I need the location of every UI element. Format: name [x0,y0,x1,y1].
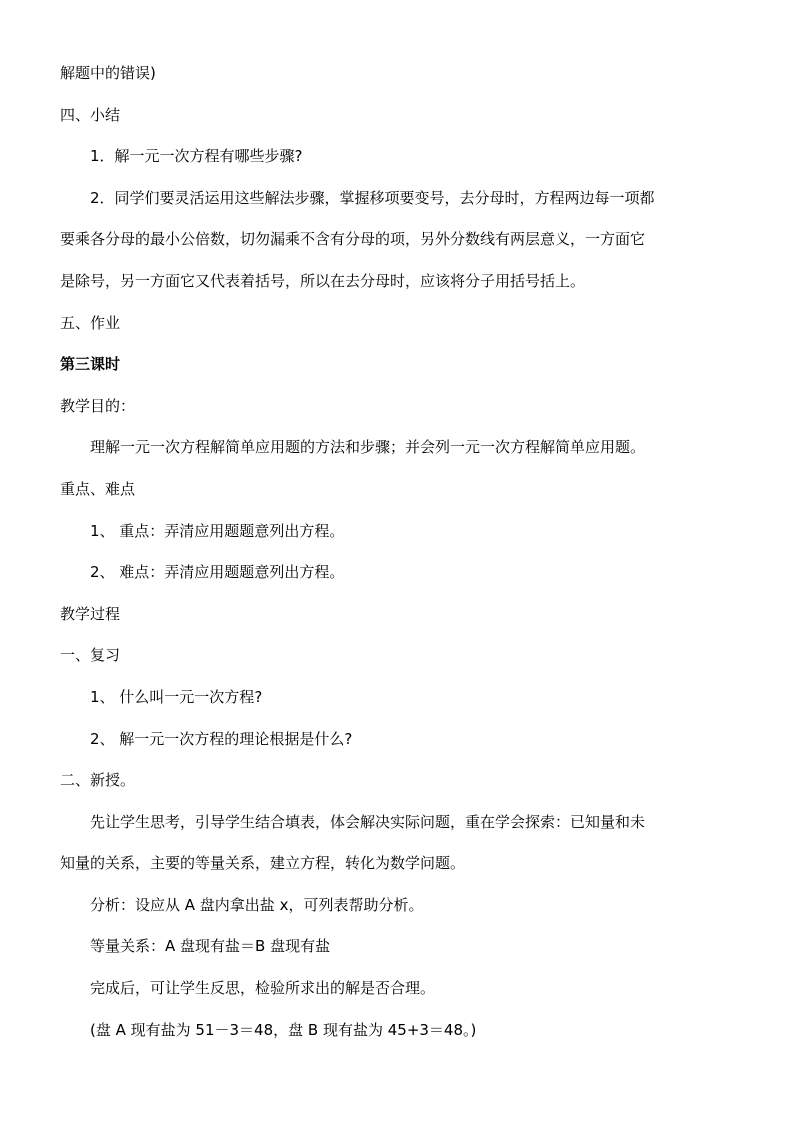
text-line: 是除号，另一方面它又代表着括号，所以在去分母时，应该将分子用括号括上。 [60,271,586,290]
text-line: 理解一元一次方程解简单应用题的方法和步骤；并会列一元一次方程解简单应用题。 [90,438,646,457]
text-line: (盘 A 现有盐为 51－3＝48，盘 B 现有盐为 45+3＝48。) [90,1020,477,1039]
text-line: 1．解一元一次方程有哪些步骤? [90,147,303,166]
text-line: 四、小结 [60,105,121,124]
text-line: 要乘各分母的最小公倍数，切勿漏乘不含有分母的项，另外分数线有两层意义，一方面它 [60,230,646,249]
text-line: 五、作业 [60,313,121,332]
text-line: 重点、难点 [60,479,136,498]
text-line: 教学过程 [60,604,121,623]
text-line: 完成后，可让学生反思，检验所求出的解是否合理。 [90,979,436,998]
text-line: 2．同学们要灵活运用这些解法步骤，掌握移项要变号，去分母时，方程两边每一项都 [90,188,655,207]
text-line: 知量的关系，主要的等量关系，建立方程，转化为数学问题。 [60,854,466,873]
text-line: 等量关系：A 盘现有盐＝B 盘现有盐 [90,937,331,956]
text-line: 2、 难点：弄清应用题题意列出方程。 [90,563,345,582]
text-line: 解题中的错误) [60,64,156,82]
text-line: 二、新授。 [60,771,136,790]
text-line: 1、 重点：弄清应用题题意列出方程。 [90,521,345,540]
text-line: 教学目的： [60,396,136,415]
text-line: 2、 解一元一次方程的理论根据是什么? [90,729,353,748]
text-line: 一、复习 [60,646,121,665]
document-body [60,62,740,1060]
text-line: 1、 什么叫一元一次方程? [90,687,263,706]
text-line: 分析：设应从 A 盘内拿出盐 x，可列表帮助分析。 [90,895,424,914]
text-line: 先让学生思考，引导学生结合填表，体会解决实际问题，重在学会探索：已知量和未 [90,812,646,831]
section-heading: 第三课时 [60,355,121,374]
